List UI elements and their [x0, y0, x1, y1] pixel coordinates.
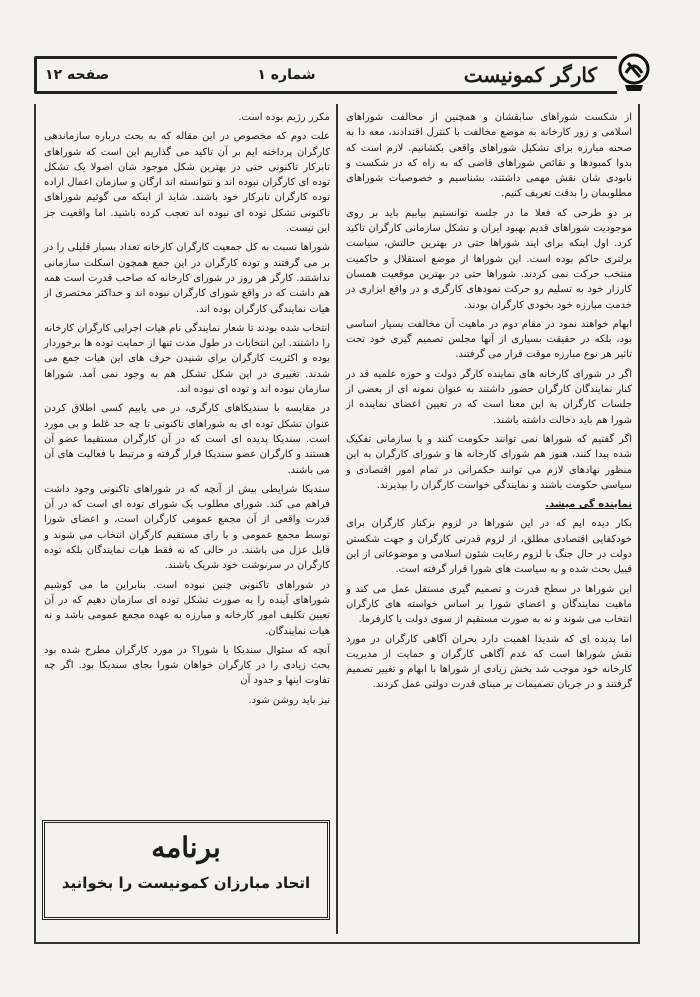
paragraph: بکار دیده ایم که در این شوراها در لزوم برکنار کارگران برای خودکفایی اقتصادی مطلق، از لزوم قدرتی کارگران و جهت شکستن دولت در حال جنگ با لزوم رعایت شئون اسلامی و موضوعاتی از این قبیل بحث شده و به سیاست های شورا قرار گرفته است.	[346, 518, 632, 576]
paragraph: نماینده گی میشد.	[545, 499, 632, 511]
paragraph: اگر در شورای کارخانه های نماینده کارگر دولت و حوزه علمیه قد در کنار نمایندگان کارگران حضور داشتند به عنوان نمونه ای از بعضی از جلسات کارگران به این معنا است که در تعیین اعضای نماینده از شورا هم باید دخالت داشته باشند.	[346, 368, 632, 426]
right-column	[346, 110, 632, 697]
paragraph: از شکست شوراهای سابقشان و همچنین از محالفت شوراهای اسلامی و زور کارخانه به موضع مخالفت با کنترل اقتدادند، معه دا به صحنه مبارزه برای تشکیل شوراهای واقعی بکشانیم. لازم است که بدوا کمبودها و نقائص شوراهای قاضی که به راه که در شکست و نابودی شان نقش مهمی داشتند، بشناسیم و خصوصیات شوراهای مطلوبمان را بدقت تعریف کنیم.	[346, 112, 632, 200]
paragraph: بر دو طرحی که فعلا ما در جلسه توانستیم بیابیم باید بر روی موجودیت شوراهای قدیم بهبود ایران و تشکل سازمانی کارگران تاکید کرد. اول اینکه برای ایند شوراها حتی در بهترین حالتش، سیاست برلتری حاکم بوده است. این شوراها از موضع استقلال و حاکمیت منتخب حرکت نمی کردند. شوراها حتی در بهترین موقعیت همسان کارزار خود به تسلیم رو حرکت نمودهای کارگری و در واقع ابزاری در خدمت مبارزه خود بخودی کارگران بودند.	[346, 207, 632, 311]
issue-number: شماره ۱	[257, 67, 316, 83]
masthead-title: کارگر کمونیست	[463, 63, 597, 87]
paragraph: اما پدیده ای که شدیدا اهمیت دارد بحران آگاهی کارگران در مورد نقش شوراها است که عدم آگاهی کارگران و حمایت از مدیریت کارخانه خود موجب شد بخش زیادی از شوراها با ابهام و تغییر تصمیم گرفتند و در جریان تصمیمات بر مبنای قدرت دولتی عمل کردند.	[346, 633, 632, 691]
paragraph: نیز باید روشن شود.	[248, 694, 330, 706]
ad-title: برنامه	[151, 831, 221, 864]
program-advertisement-box	[42, 820, 330, 920]
paragraph: آنچه که سئوال سندیکا یا شورا؟ در مورد کارگران مطرح شده بود بحث زیادی را در کارگران خواهان شورا بجای سندیکا بود. اگر چه تفاوت اینها و حدود آن	[44, 644, 330, 687]
paragraph: شوراها نسبت به کل جمعیت کارگران کارخانه تعداد بسیار قلیلی را در بر می گرفتند و توده کارگران در این جمع همچون اسکلت سازمانی نداشتند. کارگر هر روز در شورای کارخانه که صاحب قدرت است همه هم داشت که در واقع شورای کارگران نبوده اند و حداکثر مختصری از هیات نمایندگی کارگران بوده اند.	[44, 242, 330, 315]
article-body	[34, 104, 640, 944]
paragraph: ابهام خواهند نمود در مقام دوم در ماهیت آن مخالفت بسیار اساسی بود، بلکه در حقیقت بسیاری از آنها مجلس تصمیم گیری خود تحت تاثیر هر نوع مبارزه موقت قرار می گرفتند.	[346, 318, 632, 361]
paragraph: اگر گفتیم که شوراها نمی توانند حکومت کنند و یا سازمانی تفکیک شده پیدا کنند، هنوز هم شورای کارخانه ها و شورای کارگران به این منظور نهادهای لازم می توانند حکمرانی در تمام امور اقتصادی و سیاسی حکومت باشند و نمایندگی خواست کارگران را بپذیرند.	[346, 433, 632, 491]
page-number: صفحه ۱۲	[45, 67, 110, 83]
ad-subtitle: اتحاد مبارزان کمونیست را بخوانید	[61, 874, 311, 892]
paragraph: در شوراهای تاکنونی چنین نبوده است. بنابراین ما می کوشیم شوراهای آینده را به صورت تشکل توده ای سازمان دهیم که در آن تعیین تکلیف امور کارخانه و مبارزه به عهده مجمع عمومی باشد و نه هیات نمایندگان.	[44, 579, 330, 637]
masthead-bar	[34, 56, 640, 94]
paragraph: علت دوم که مخصوص در این مقاله که به بحث درباره سازماندهی کارگران پرداخته ایم بر آن تاکید می گذاریم این است که شوراهای تابرکار تاکنونی حتی در بهترین شکل موجود شان اصولا یک تشکل توده ای کارگران نبوده اند و نتوانسته اند ارگان و سازمان اعمال اراده توده کارگران تابرکار خود باشند. شاید از اینکه می گوئیم شوراهای تاکنونی تشکل توده ای نبوده اند تعجب کرده باشید. اما واقعیت جز این نیست.	[44, 131, 330, 235]
party-emblem-icon	[617, 51, 651, 95]
newspaper-page	[34, 40, 644, 950]
left-column	[44, 110, 330, 712]
paragraph: در مقایسه با سندیکاهای کارگری، در می یابیم کسی اطلاق کردن عنوان تشکل توده ای به شوراهای تاکنونی تا چه حد غلط و بی مورد است. سندیکا پدیده ای است که در آن کارگران مستقیما عضو آن هستند و کارگران عضو سندیکا قرار گرفته و مرتبط با فعالیت های آن می باشند.	[44, 403, 330, 476]
paragraph: مکرر رژیم بوده است.	[238, 112, 330, 123]
paragraph: سندیکا شرایطی بیش از آنچه که در شوراهای تاکنونی وجود داشت فراهم می کند. شورای مطلوب یک شورای توده ای است که در آن قدرت واقعی از آن مجمع عمومی کارگران است، و اعضای شورا توسط مجمع عمومی و با رای مستقیم کارگران انتخاب می شوند و قابل عزل می باشند. در حالی که نه فقط هیات نمایندگان بلکه توده کارگران در سرنوشت خود شریک باشند.	[44, 483, 330, 572]
paragraph: این شوراها در سطح قدرت و تصمیم گیری مستقل عمل می کند و ماهیت نمایندگان و اعضای شورا بر اساس خواسته های کارگران انتخاب می شوند و نه به صورت مستقیم از سوی دولت یا کارفرما.	[346, 583, 632, 626]
paragraph: انتخاب شده بودند تا شعار نمایندگی نام هیات اجرایی کارگران کارخانه را داشتند. این انتخابات در طول مدت تنها از حمایت توده ها برخوردار بوده و اکثریت کارگران برای شنیدن حرف های این هیات جمع می شدند. تغییری در این شکل تشکل هم به وجود نمی آمد. شوراها سازمان نبوده اند و توده ای نبوده اند.	[44, 322, 330, 396]
column-divider	[336, 104, 338, 934]
